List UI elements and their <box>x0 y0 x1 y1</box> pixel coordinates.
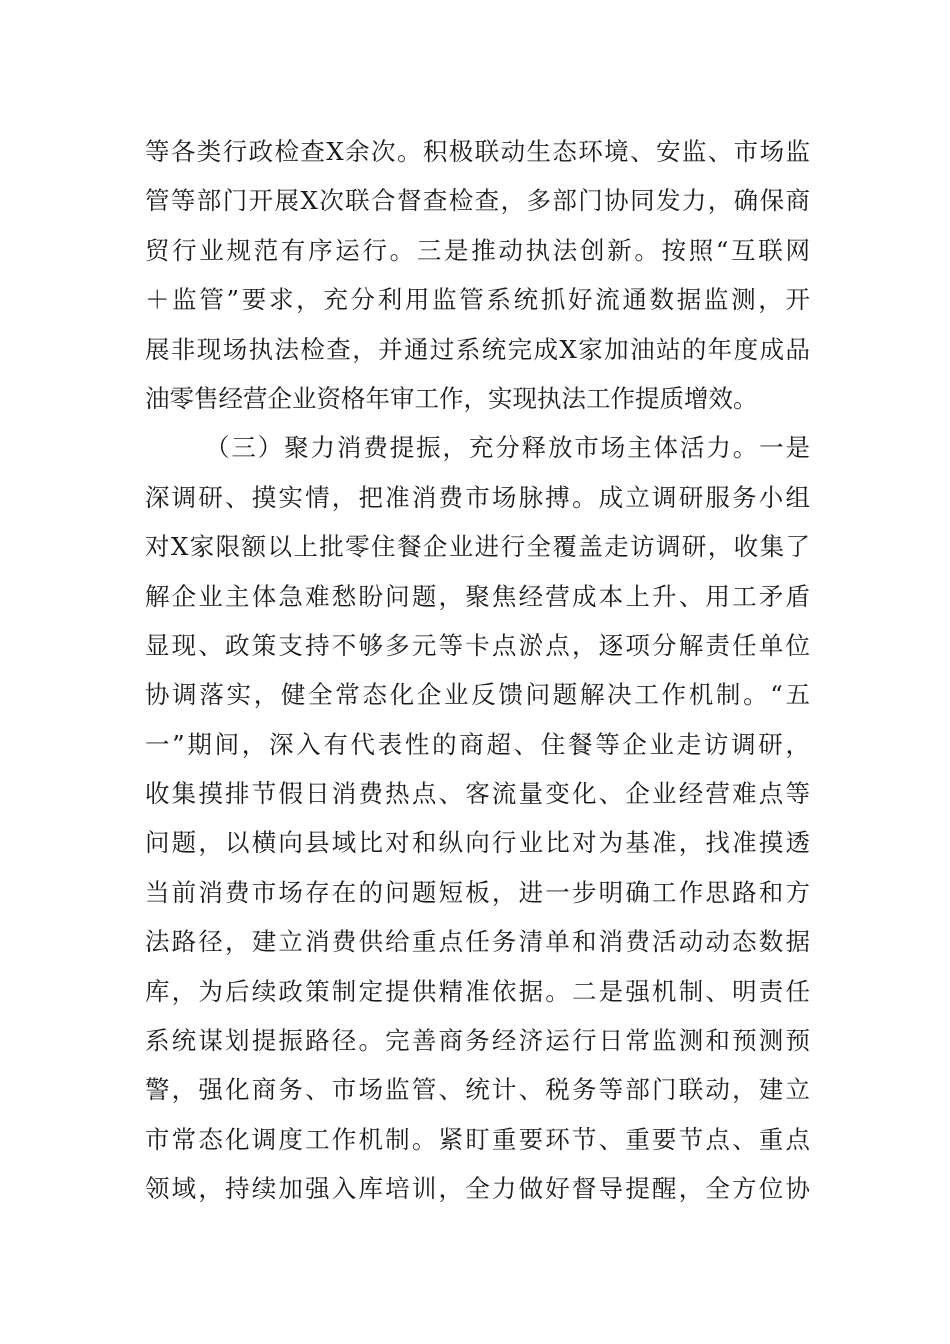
text-line-22: 领域，持续加强入库培训，全力做好督导提醒，全方位协 <box>145 1174 810 1204</box>
text-line-17: 法路径，建立消费供给重点任务清单和消费活动动态数据 <box>145 927 810 957</box>
text-line-12: 协调落实，健全常态化企业反馈问题解决工作机制。“五 <box>145 680 810 710</box>
text-line-11: 显现、政策支持不够多元等卡点淤点，逐项分解责任单位 <box>145 630 810 660</box>
text-line-14: 收集摸排节假日消费热点、客流量变化、企业经营难点等 <box>145 779 810 809</box>
text-line-5: 展非现场执法检查，并通过系统完成X家加油站的年度成品 <box>145 334 810 364</box>
text-line-13: 一”期间，深入有代表性的商超、住餐等企业走访调研， <box>145 729 810 759</box>
text-line-20: 警，强化商务、市场监管、统计、税务等部门联动，建立 <box>145 1075 810 1105</box>
text-line-15: 问题，以横向县域比对和纵向行业比对为基准，找准摸透 <box>145 828 810 858</box>
text-line-6: 油零售经营企业资格年审工作，实现执法工作提质增效。 <box>145 383 758 413</box>
text-line-4: ＋监管”要求，充分利用监管系统抓好流通数据监测，开 <box>145 285 810 315</box>
text-line-8: 深调研、摸实情，把准消费市场脉搏。成立调研服务小组 <box>145 482 810 512</box>
text-line-3: 贸行业规范有序运行。三是推动执法创新。按照“互联网 <box>145 235 810 265</box>
document-body <box>145 127 810 1214</box>
text-line-1: 等各类行政检查X余次。积极联动生态环境、安监、市场监 <box>145 137 810 166</box>
text-line-2: 管等部门开展X次联合督查检查，多部门协同发力，确保商 <box>145 186 810 216</box>
text-line-19: 系统谋划提振路径。完善商务经济运行日常监测和预测预 <box>145 1026 810 1056</box>
text-line-9: 对X家限额以上批零住餐企业进行全覆盖走访调研，收集了 <box>145 532 810 562</box>
text-line-10: 解企业主体急难愁盼问题，聚焦经营成本上升、用工矛盾 <box>145 581 810 611</box>
text-line-16: 当前消费市场存在的问题短板，进一步明确工作思路和方 <box>145 877 810 907</box>
section-heading-line: （三）聚力消费提振，充分释放市场主体活力。一是 <box>205 433 810 463</box>
text-line-18: 库，为后续政策制定提供精准依据。二是强机制、明责任 <box>145 976 810 1006</box>
text-line-21: 市常态化调度工作机制。紧盯重要环节、重要节点、重点 <box>145 1124 810 1154</box>
